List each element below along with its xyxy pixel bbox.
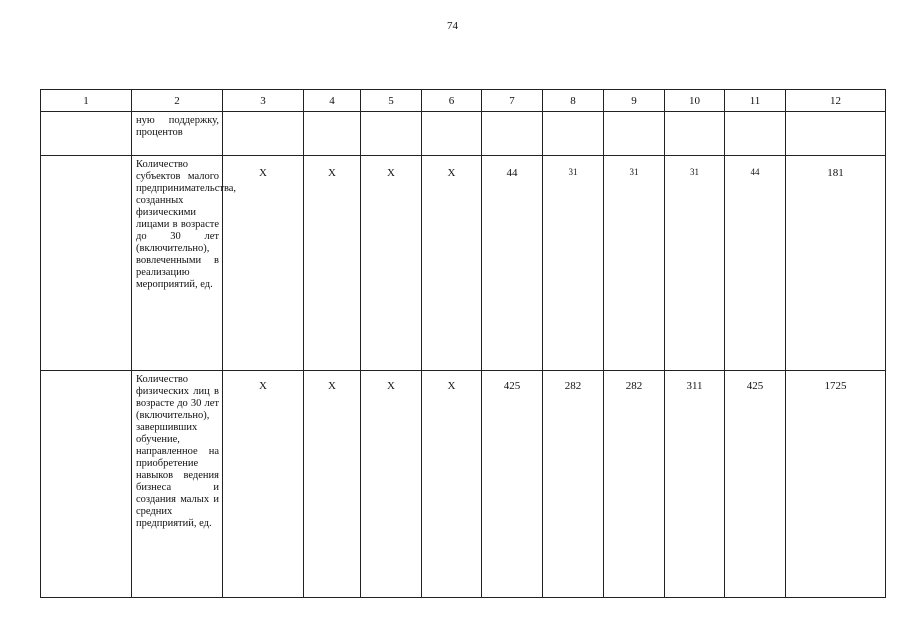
value-cell: 44 — [482, 156, 543, 371]
col-header: 1 — [41, 90, 132, 112]
col-header: 3 — [223, 90, 304, 112]
value-cell: 31 — [665, 156, 725, 371]
row-description: ную поддержку, процентов — [132, 112, 223, 156]
col-header: 7 — [482, 90, 543, 112]
header-row — [41, 90, 886, 112]
value-cell — [786, 112, 886, 156]
row-name-cell — [41, 112, 132, 156]
row-description: Количество субъектов малого предпринимательства, созданных физическими лицами в возрасте до 30 лет (включительно), вовлеченными в реализацию мероприятий, ед. — [132, 156, 223, 371]
col-header: 2 — [132, 90, 223, 112]
col-header: 6 — [422, 90, 482, 112]
value-cell: 311 — [665, 371, 725, 598]
value-cell — [665, 112, 725, 156]
col-header: 12 — [786, 90, 886, 112]
value-cell: X — [304, 371, 361, 598]
value-cell: 282 — [543, 371, 604, 598]
value-cell: 44 — [725, 156, 786, 371]
value-cell: X — [361, 156, 422, 371]
col-header: 9 — [604, 90, 665, 112]
col-header: 5 — [361, 90, 422, 112]
col-header: 8 — [543, 90, 604, 112]
page-number: 74 — [447, 20, 458, 32]
value-cell: X — [422, 371, 482, 598]
data-table — [40, 89, 886, 598]
value-cell: X — [361, 371, 422, 598]
table-row — [41, 371, 886, 598]
value-cell: 425 — [482, 371, 543, 598]
value-cell — [361, 112, 422, 156]
value-cell: 1725 — [786, 371, 886, 598]
value-cell — [304, 112, 361, 156]
row-description: Количество физических лиц в возрасте до 30 лет (включительно), завершивших обучение, направленное на приобретение навыков ведения бизнеса и создания малых и средних предприятий, ед. — [132, 371, 223, 598]
value-cell — [543, 112, 604, 156]
value-cell — [604, 112, 665, 156]
col-header: 10 — [665, 90, 725, 112]
col-header: 11 — [725, 90, 786, 112]
table-row — [41, 112, 886, 156]
col-header: 4 — [304, 90, 361, 112]
value-cell: 31 — [604, 156, 665, 371]
value-cell: 181 — [786, 156, 886, 371]
value-cell: X — [223, 371, 304, 598]
value-cell — [482, 112, 543, 156]
value-cell: X — [304, 156, 361, 371]
row-name-cell — [41, 156, 132, 371]
value-cell: 282 — [604, 371, 665, 598]
value-cell — [725, 112, 786, 156]
value-cell: 425 — [725, 371, 786, 598]
value-cell: X — [422, 156, 482, 371]
row-name-cell — [41, 371, 132, 598]
value-cell: X — [223, 156, 304, 371]
table-row — [41, 156, 886, 371]
value-cell — [422, 112, 482, 156]
value-cell — [223, 112, 304, 156]
value-cell: 31 — [543, 156, 604, 371]
